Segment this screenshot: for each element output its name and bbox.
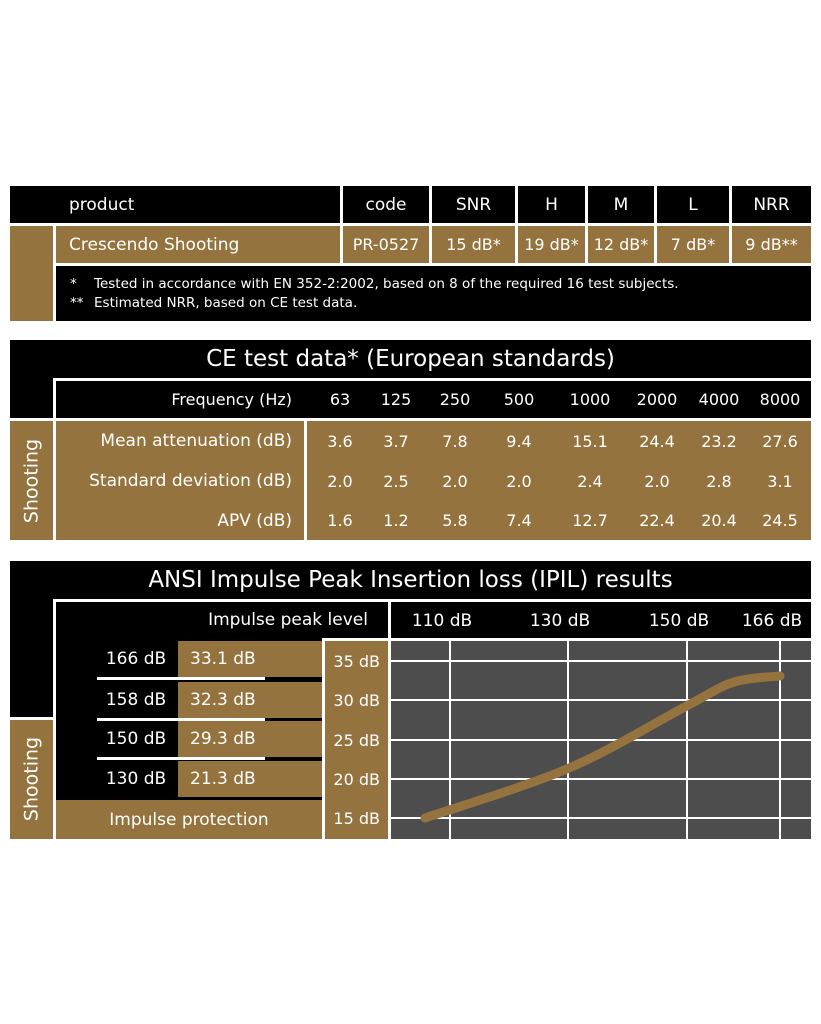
ce-row-label-sd: Standard deviation (dB) (89, 471, 292, 491)
ce-value-cell: 2.4 (577, 471, 603, 491)
ipil-y-tick: 20 dB (333, 770, 380, 789)
ipil-level-cell: 130 dB (105, 769, 167, 789)
ce-frequency-500: 500 (503, 390, 535, 409)
header-code: code (365, 194, 407, 215)
product-nrr: 9 dB** (745, 235, 798, 254)
header-l: L (688, 194, 698, 215)
ipil-y-tick: 25 dB (333, 731, 380, 750)
ipil-protection-value: 29.3 dB (190, 729, 256, 749)
ce-value-cell: 1.6 (327, 511, 353, 530)
ipil-level-cell: 166 dB (105, 649, 167, 669)
ce-value-cell: 3.6 (327, 431, 353, 451)
header-m: M (613, 194, 629, 215)
ce-frequency-label: Frequency (Hz) (171, 390, 292, 409)
ce-value-cell: 24.5 (762, 511, 798, 530)
note-2-text: Estimated NRR, based on CE test data. (94, 295, 358, 311)
product-code: PR-0527 (352, 235, 420, 254)
ce-frequency-4000: 4000 (698, 390, 740, 409)
ipil-protection-label: Impulse protection (109, 809, 269, 830)
ipil-protection-value: 33.1 dB (190, 649, 256, 669)
ce-value-cell: 5.8 (442, 511, 468, 530)
note-1-text: Tested in accordance with EN 352-2:2002, based on 8 of the required 16 test subjects. (94, 276, 679, 292)
ipil-peak-level-label: Impulse peak level (208, 610, 368, 630)
ce-frequency-2000: 2000 (636, 390, 678, 409)
ipil-x-tick: 166 dB (741, 611, 803, 631)
product-h: 19 dB* (524, 235, 579, 254)
ce-title: CE test data* (European standards) (206, 346, 615, 372)
ipil-y-tick: 35 dB (333, 652, 380, 671)
ce-value-cell: 2.0 (506, 471, 532, 491)
note-2-mark: ** (70, 295, 84, 311)
ce-value-cell: 2.0 (327, 471, 353, 491)
ce-value-cell: 3.7 (383, 431, 409, 451)
ce-value-cell: 15.1 (572, 431, 608, 451)
ce-value-cell: 7.8 (442, 431, 468, 451)
ipil-title: ANSI Impulse Peak Insertion loss (IPIL) results (148, 567, 673, 593)
header-h: H (545, 194, 558, 215)
ce-frequency-250: 250 (439, 390, 471, 409)
ce-value-cell: 2.0 (442, 471, 468, 491)
ipil-level-cell: 158 dB (105, 690, 167, 710)
ce-frequency-8000: 8000 (759, 390, 801, 409)
ce-value-cell: 9.4 (506, 431, 532, 451)
ce-value-cell: 2.5 (383, 471, 409, 491)
ipil-x-tick: 130 dB (529, 611, 591, 631)
ce-side-label: Shooting (20, 438, 43, 524)
ipil-y-tick: 30 dB (333, 691, 380, 710)
ce-value-cell: 22.4 (639, 511, 675, 530)
ce-value-cell: 24.4 (639, 431, 675, 451)
ce-value-cell: 7.4 (506, 511, 532, 530)
ipil-side-label: Shooting (20, 736, 43, 822)
ipil-protection-value: 32.3 dB (190, 690, 256, 710)
ce-frequency-63: 63 (329, 390, 351, 409)
note-1-mark: * (70, 276, 77, 292)
ce-value-cell: 27.6 (762, 431, 798, 451)
ce-value-cell: 2.0 (644, 471, 670, 491)
ipil-protection-value: 21.3 dB (190, 769, 256, 789)
header-product: product (69, 194, 135, 215)
header-nrr: NRR (753, 194, 790, 215)
product-m: 12 dB* (593, 235, 649, 254)
product-l: 7 dB* (670, 235, 716, 254)
ce-value-cell: 12.7 (572, 511, 608, 530)
ce-frequency-125: 125 (380, 390, 412, 409)
header-snr: SNR (455, 194, 492, 215)
ce-value-cell: 3.1 (767, 471, 793, 491)
product-snr: 15 dB* (446, 235, 501, 254)
ce-value-cell: 23.2 (701, 431, 737, 451)
ce-value-cell: 2.8 (706, 471, 732, 491)
product-name: Crescendo Shooting (69, 234, 240, 255)
ce-value-cell: 20.4 (701, 511, 737, 530)
ce-frequency-1000: 1000 (569, 390, 611, 409)
ipil-y-tick: 15 dB (333, 809, 380, 828)
ce-row-label-mean: Mean attenuation (dB) (100, 431, 292, 451)
ce-value-cell: 1.2 (383, 511, 409, 530)
ipil-x-tick: 110 dB (411, 611, 473, 631)
ipil-x-tick: 150 dB (648, 611, 710, 631)
ipil-level-cell: 150 dB (105, 729, 167, 749)
ce-row-label-apv: APV (dB) (217, 510, 292, 531)
